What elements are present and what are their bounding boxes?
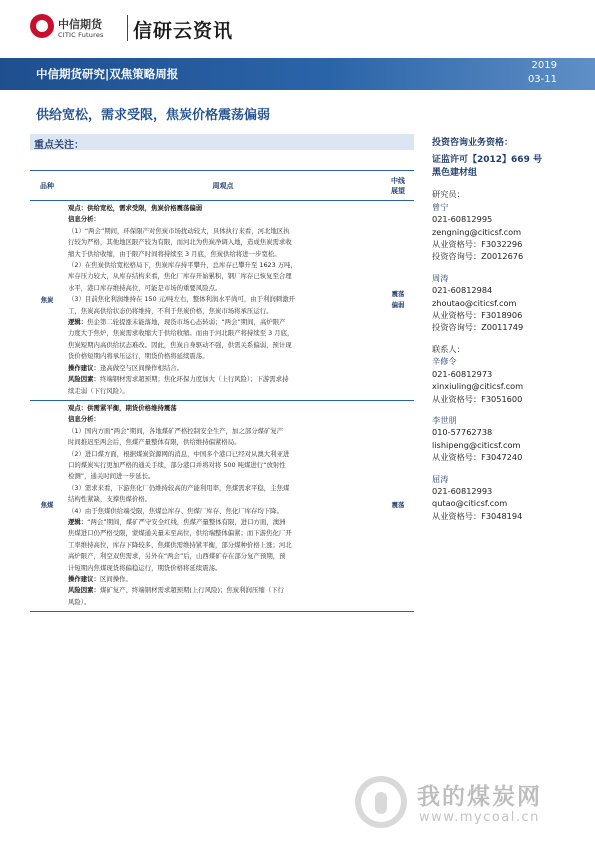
person-cert: 从业资格号：F3018906 <box>432 310 523 321</box>
trend-line2: 偏弱 <box>391 301 405 310</box>
strategy-table <box>30 170 414 612</box>
view-line: 风险因素：煤矿复产、终端钢材需求超预期(上行风险)；焦炭利润压缩（下行 <box>68 586 284 595</box>
person-card <box>432 473 582 523</box>
view-line: 库存压力较大，从库存结构来看，焦化厂库存开始累积，钢厂库存已恢复至合理 <box>68 272 292 281</box>
view-line: 工，焦炭高供给状态仍将维持，不利于焦炭价格，焦炭市场将承压运行。 <box>68 306 273 315</box>
person-phone: 021-60812995 <box>432 214 493 225</box>
watermark-cn: 我的煤炭网 <box>417 784 542 810</box>
row-category: 焦煤 <box>30 400 64 611</box>
researcher-list <box>432 201 582 334</box>
view-line: 信息分析： <box>68 415 100 424</box>
person-card <box>432 355 582 405</box>
banner-date: 03-11 <box>527 74 557 85</box>
person-card <box>432 201 582 263</box>
cert-license: 证监许可【2012】669 号 <box>432 155 542 165</box>
header-trend <box>382 171 414 201</box>
citic-logo-icon <box>30 14 54 38</box>
brand-title: 信研云资讯 <box>133 20 234 42</box>
view-line: （4）由于焦煤供给端受限，焦煤总库存、焦煤厂库存、焦化厂库存均下降。 <box>68 506 283 515</box>
person-advisory: 投资咨询号：Z0011749 <box>432 322 524 333</box>
person-card <box>432 272 582 334</box>
view-line: 缩大于供给收缩，由于限产时间将持续至 3 月底，焦炭供给将进一步宽松。 <box>68 249 281 258</box>
table-row <box>30 400 414 611</box>
watermark-url: www.mycoal.cn <box>419 810 540 825</box>
person-email[interactable]: lishipeng@citicsf.com <box>432 439 521 450</box>
view-line: 观点：供给宽松，需求受限，焦炭价格震荡偏弱 <box>68 204 203 212</box>
cert-title: 投资咨询业务资格： <box>432 138 514 148</box>
person-email[interactable]: xinxiuling@citicsf.com <box>432 381 524 392</box>
view-line: 逻辑：“两会”期间，煤矿严守安全红线，焦煤产量整体有限，进口方面，澳洲 <box>68 517 286 526</box>
report-banner <box>0 58 595 90</box>
banner-title: 中信期货研究|双焦策略周报 <box>36 67 179 81</box>
row-view <box>64 201 382 401</box>
focus-label: 重点关注： <box>34 140 84 151</box>
focus-bar <box>30 134 414 150</box>
view-line: 续走弱（下行风险）。 <box>68 386 129 395</box>
analyst-sidebar <box>432 137 582 522</box>
row-category: 焦炭 <box>30 201 64 401</box>
view-line: 操作建议：区间操作。 <box>68 575 132 583</box>
view-line: 货价格短期内将承压运行，期货价格将延续震荡。 <box>68 352 209 361</box>
view-line: 观点：供需紧平衡，期货价格维持震荡 <box>68 403 177 412</box>
person-email[interactable]: zhoutao@citicsf.com <box>432 297 517 308</box>
person-cert: 从业资格号：F3051600 <box>432 393 523 404</box>
table-header-row <box>30 171 414 201</box>
person-cert: 从业资格号：F3047240 <box>432 452 523 463</box>
view-line: 时间推迟至两会后，焦煤产量整体有限，供给维持偏紧格局。 <box>68 438 241 447</box>
person-cert: 从业资格号：F3032296 <box>432 239 523 250</box>
header-view: 周观点 <box>64 171 382 201</box>
person-phone: 021-60812973 <box>432 368 493 379</box>
person-advisory: 投资咨询号：Z0012676 <box>432 251 524 262</box>
view-line: 行较为严格，其他地区限产较为有限，而河北为焦炭净调入地，造成焦炭需求收 <box>68 238 292 247</box>
report-title: 供给宽松，需求受限，焦炭价格震荡偏弱 <box>36 108 271 123</box>
person-name: 屈涛 <box>432 473 449 484</box>
view-line: 信息分析： <box>68 215 100 224</box>
view-line: （2）进口煤方面，根据煤炭资源网的消息，中国多个港口已经对从澳大利亚进 <box>68 449 290 458</box>
row-trend <box>382 201 414 401</box>
view-line: 结构性紧缺，支撑焦煤价格。 <box>68 495 152 504</box>
person-phone: 021-60812984 <box>432 285 493 296</box>
researcher-label: 研究员： <box>432 189 465 200</box>
trend-line1: 震荡 <box>391 501 405 510</box>
view-line: 力度大于焦炉，焦炭需求收缩大于供给收缩。而由于河北限产将持续至 3 月底， <box>68 329 294 338</box>
view-line: 工率维持高位，库存下降较多，焦煤供需维持紧平衡，部分煤种价格上涨；河北 <box>68 540 292 549</box>
team-name: 黑色建材组 <box>432 168 478 178</box>
watermark <box>355 770 585 834</box>
person-card <box>432 414 582 464</box>
page-header <box>0 0 595 58</box>
person-name: 李世朋 <box>432 414 457 425</box>
person-phone: 010-57762738 <box>432 427 493 438</box>
header-trend-line2: 展望 <box>391 186 405 195</box>
company-name-cn: 中信期货 <box>58 18 102 31</box>
contact-label: 联系人： <box>432 343 465 354</box>
banner-year: 2019 <box>531 60 557 71</box>
view-line: 逻辑：焦企第二轮提涨未能落地，现货市场心态转弱；“两会”期间，高炉限产 <box>68 318 286 327</box>
person-name: 辛修令 <box>432 356 457 367</box>
trend-line1: 震荡 <box>391 290 405 299</box>
view-line: 水平，港口库存维持高位，可能是市场的重要风险点。 <box>68 283 222 292</box>
person-email[interactable]: qutao@citicsf.com <box>432 498 508 509</box>
view-line: 风险）。 <box>68 597 91 606</box>
view-line: （1）“两会”期间，环保限产对焦炭市场扰动较大，具体执行来看，河北地区执 <box>68 226 290 235</box>
table-row <box>30 201 414 401</box>
row-view <box>64 400 382 611</box>
view-line: 检测”，通关时间进一步延长。 <box>68 472 155 481</box>
view-line: （1）国内方面“两会”期间，各地煤矿严格控制安全生产，加之部分煤矿复产 <box>68 426 284 435</box>
company-name-en: CITIC Futures <box>58 31 104 39</box>
person-cert: 从业资格号：F3048194 <box>432 510 523 521</box>
view-line: 操作建议：逢高做空与区间操作相结合。 <box>68 363 184 372</box>
row-trend <box>382 400 414 611</box>
view-line: （3）需求来看，下游焦化厂仍维持较高的产能利用率，焦煤需求平稳，主焦煤 <box>68 483 290 492</box>
view-line: 焦煤进口仍严格受限，蒙煤通关量未至高位，供给端整体偏紧；而下游焦化厂开 <box>68 529 292 538</box>
view-line: 焦炭短期内高供给状态难改。因此，焦炭自身驱动不强，供需关系偏弱，预计现 <box>68 340 292 349</box>
view-line: 风险因素：终端钢材需求超预期；焦化环保力度加大（上行风险）；下游需求持 <box>68 375 289 384</box>
header-category: 品种 <box>30 171 64 201</box>
person-phone: 021-60812993 <box>432 485 493 496</box>
view-line: 高炉限产，利空双焦需求，另外在“两会”后，山西煤矿存在部分复产预期，预 <box>68 552 286 561</box>
logo-divider <box>127 15 128 41</box>
mycoal-logo-icon <box>355 776 407 828</box>
view-line: （3）目前焦化利润维持在 150 元/吨左右，整体利润水平尚可，由于利润刺激开 <box>68 295 295 304</box>
view-line: （2）在焦炭供给宽松格局下，焦炭库存持平攀升，总库存已攀升至 1623 万吨， <box>68 261 297 270</box>
view-line: 计短期内焦煤现货将偏稳运行，期货价格将延续震荡。 <box>68 563 222 572</box>
contact-list <box>432 355 582 522</box>
person-name: 曾宁 <box>432 201 449 212</box>
view-line: 口的煤炭实行更加严格的通关手续，部分港口并将对将 500 吨煤进行“放射性 <box>68 460 286 469</box>
header-trend-line1: 中线 <box>391 176 405 185</box>
person-name: 周涛 <box>432 272 449 283</box>
person-email[interactable]: zengning@citicsf.com <box>432 226 522 237</box>
